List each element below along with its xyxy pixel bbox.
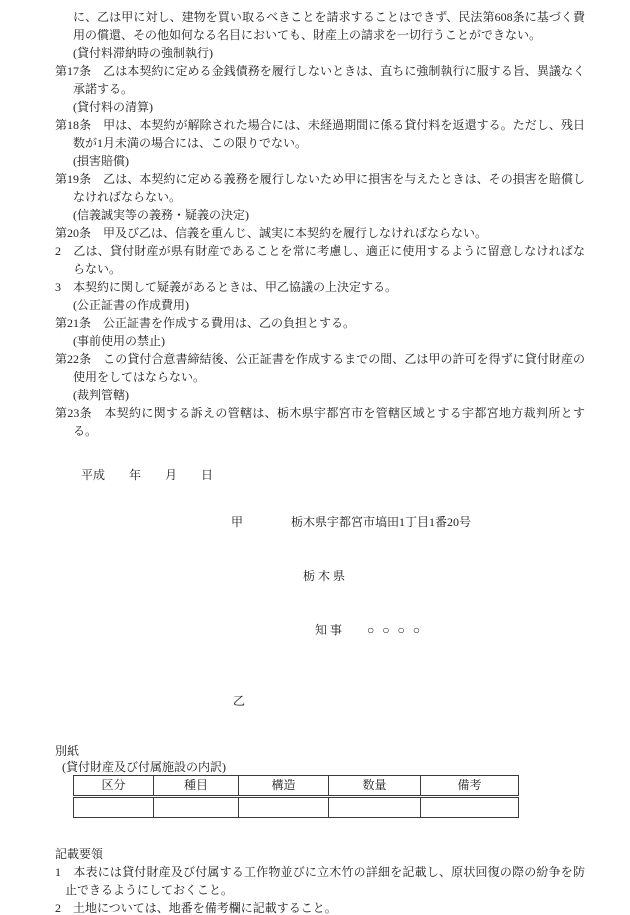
party-a-name: 栃 木 県: [303, 569, 346, 583]
date-line: 平成 年 月 日: [81, 468, 214, 482]
appendix-label: 別紙: [55, 744, 80, 758]
appendix-table-header-row: [74, 776, 519, 797]
table-header-cell: 数量: [329, 776, 421, 797]
paragraph-caption: (事前使用の禁止): [73, 334, 165, 348]
note-item: 1 本表には貸付財産及び付属する工作物並びに立木竹の詳細を記載し、原状回復の際の紛争を防止できるようにしておくこと。: [55, 865, 585, 897]
table-header-cell: 備考: [421, 776, 519, 797]
table-header-cell: 区分: [74, 776, 154, 797]
paragraph-cont: に、乙は甲に対し、建物を買い取るべきことを請求することはできず、民法第608条に基づく費用の償還、その他如何なる名目においても、財産上の請求を一切行うことができない。: [73, 10, 585, 42]
table-cell: [239, 797, 329, 818]
party-a-seal-circles: ○ ○ ○ ○: [367, 623, 419, 637]
table-header-cell: 種目: [154, 776, 239, 797]
contract-body: [55, 8, 585, 440]
paragraph-caption: (損害賠償): [73, 154, 129, 168]
note-item: 2 土地については、地番を備考欄に記載すること。: [55, 901, 337, 915]
notes-title: 記載要領: [55, 847, 104, 861]
party-a-label: 甲: [231, 515, 244, 529]
party-a-title: 知 事: [315, 623, 343, 637]
paragraph-item: 2 乙は、貸付財産が県有財産であることを常に考慮し、適正に使用するように留意しなければならない。: [55, 244, 585, 276]
party-b-label: 乙: [233, 694, 246, 708]
table-cell: [329, 797, 421, 818]
paragraph-article: 第19条 乙は、本契約に定める義務を履行しないため甲に損害を与えたときは、その損害を賠償しなければならない。: [55, 172, 585, 204]
appendix-table: [73, 775, 519, 818]
paragraph-article: 第18条 甲は、本契約が解除された場合には、未経過期間に係る貸付料を返還する。ただし、残日数が1月未満の場合には、この限りでない。: [55, 118, 585, 150]
party-a-row: [55, 495, 585, 549]
party-a-title-row: [55, 603, 585, 657]
notes: [55, 863, 585, 915]
paragraph-article: 第22条 この貸付合意書締結後、公正証書を作成するまでの間、乙は甲の許可を得ずに貸付財産の使用をしてはならない。: [55, 352, 585, 384]
paragraph-caption: (裁判管轄): [73, 388, 129, 402]
appendix-caption: (貸付財産及び付属施設の内訳): [62, 760, 226, 774]
paragraph-article: 第21条 公正証書を作成する費用は、乙の負担とする。: [55, 316, 356, 330]
paragraph-caption: (公正証書の作成費用): [73, 298, 189, 312]
paragraph-article: 第20条 甲及び乙は、信義を重んじ、誠実に本契約を履行しなければならない。: [55, 226, 488, 240]
paragraph-caption: (貸付料の清算): [73, 100, 153, 114]
paragraph-article: 第17条 乙は本契約に定める金銭債務を履行しないときは、直ちに強制執行に服する旨、異議なく承諾する。: [55, 64, 585, 96]
table-cell: [74, 797, 154, 818]
paragraph-article: 第23条 本契約に関する訴えの管轄は、栃木県宇都宮市を管轄区域とする宇都宮地方裁判所とする。: [55, 406, 585, 438]
table-header-cell: 構造: [239, 776, 329, 797]
paragraph-item: 3 本契約に関して疑義があるときは、甲乙協議の上決定する。: [55, 280, 398, 294]
table-cell: [421, 797, 519, 818]
table-cell: [154, 797, 239, 818]
party-a-address: 栃木県宇都宮市塙田1丁目1番20号: [291, 515, 472, 529]
paragraph-caption: (貸付料滞納時の強制執行): [73, 46, 213, 60]
paragraph-caption: (信義誠実等の義務・疑義の決定): [73, 208, 249, 222]
party-a-name-row: [55, 549, 585, 603]
contract-content: [55, 8, 585, 915]
table-row: [74, 797, 519, 818]
party-b-row: [55, 674, 585, 728]
